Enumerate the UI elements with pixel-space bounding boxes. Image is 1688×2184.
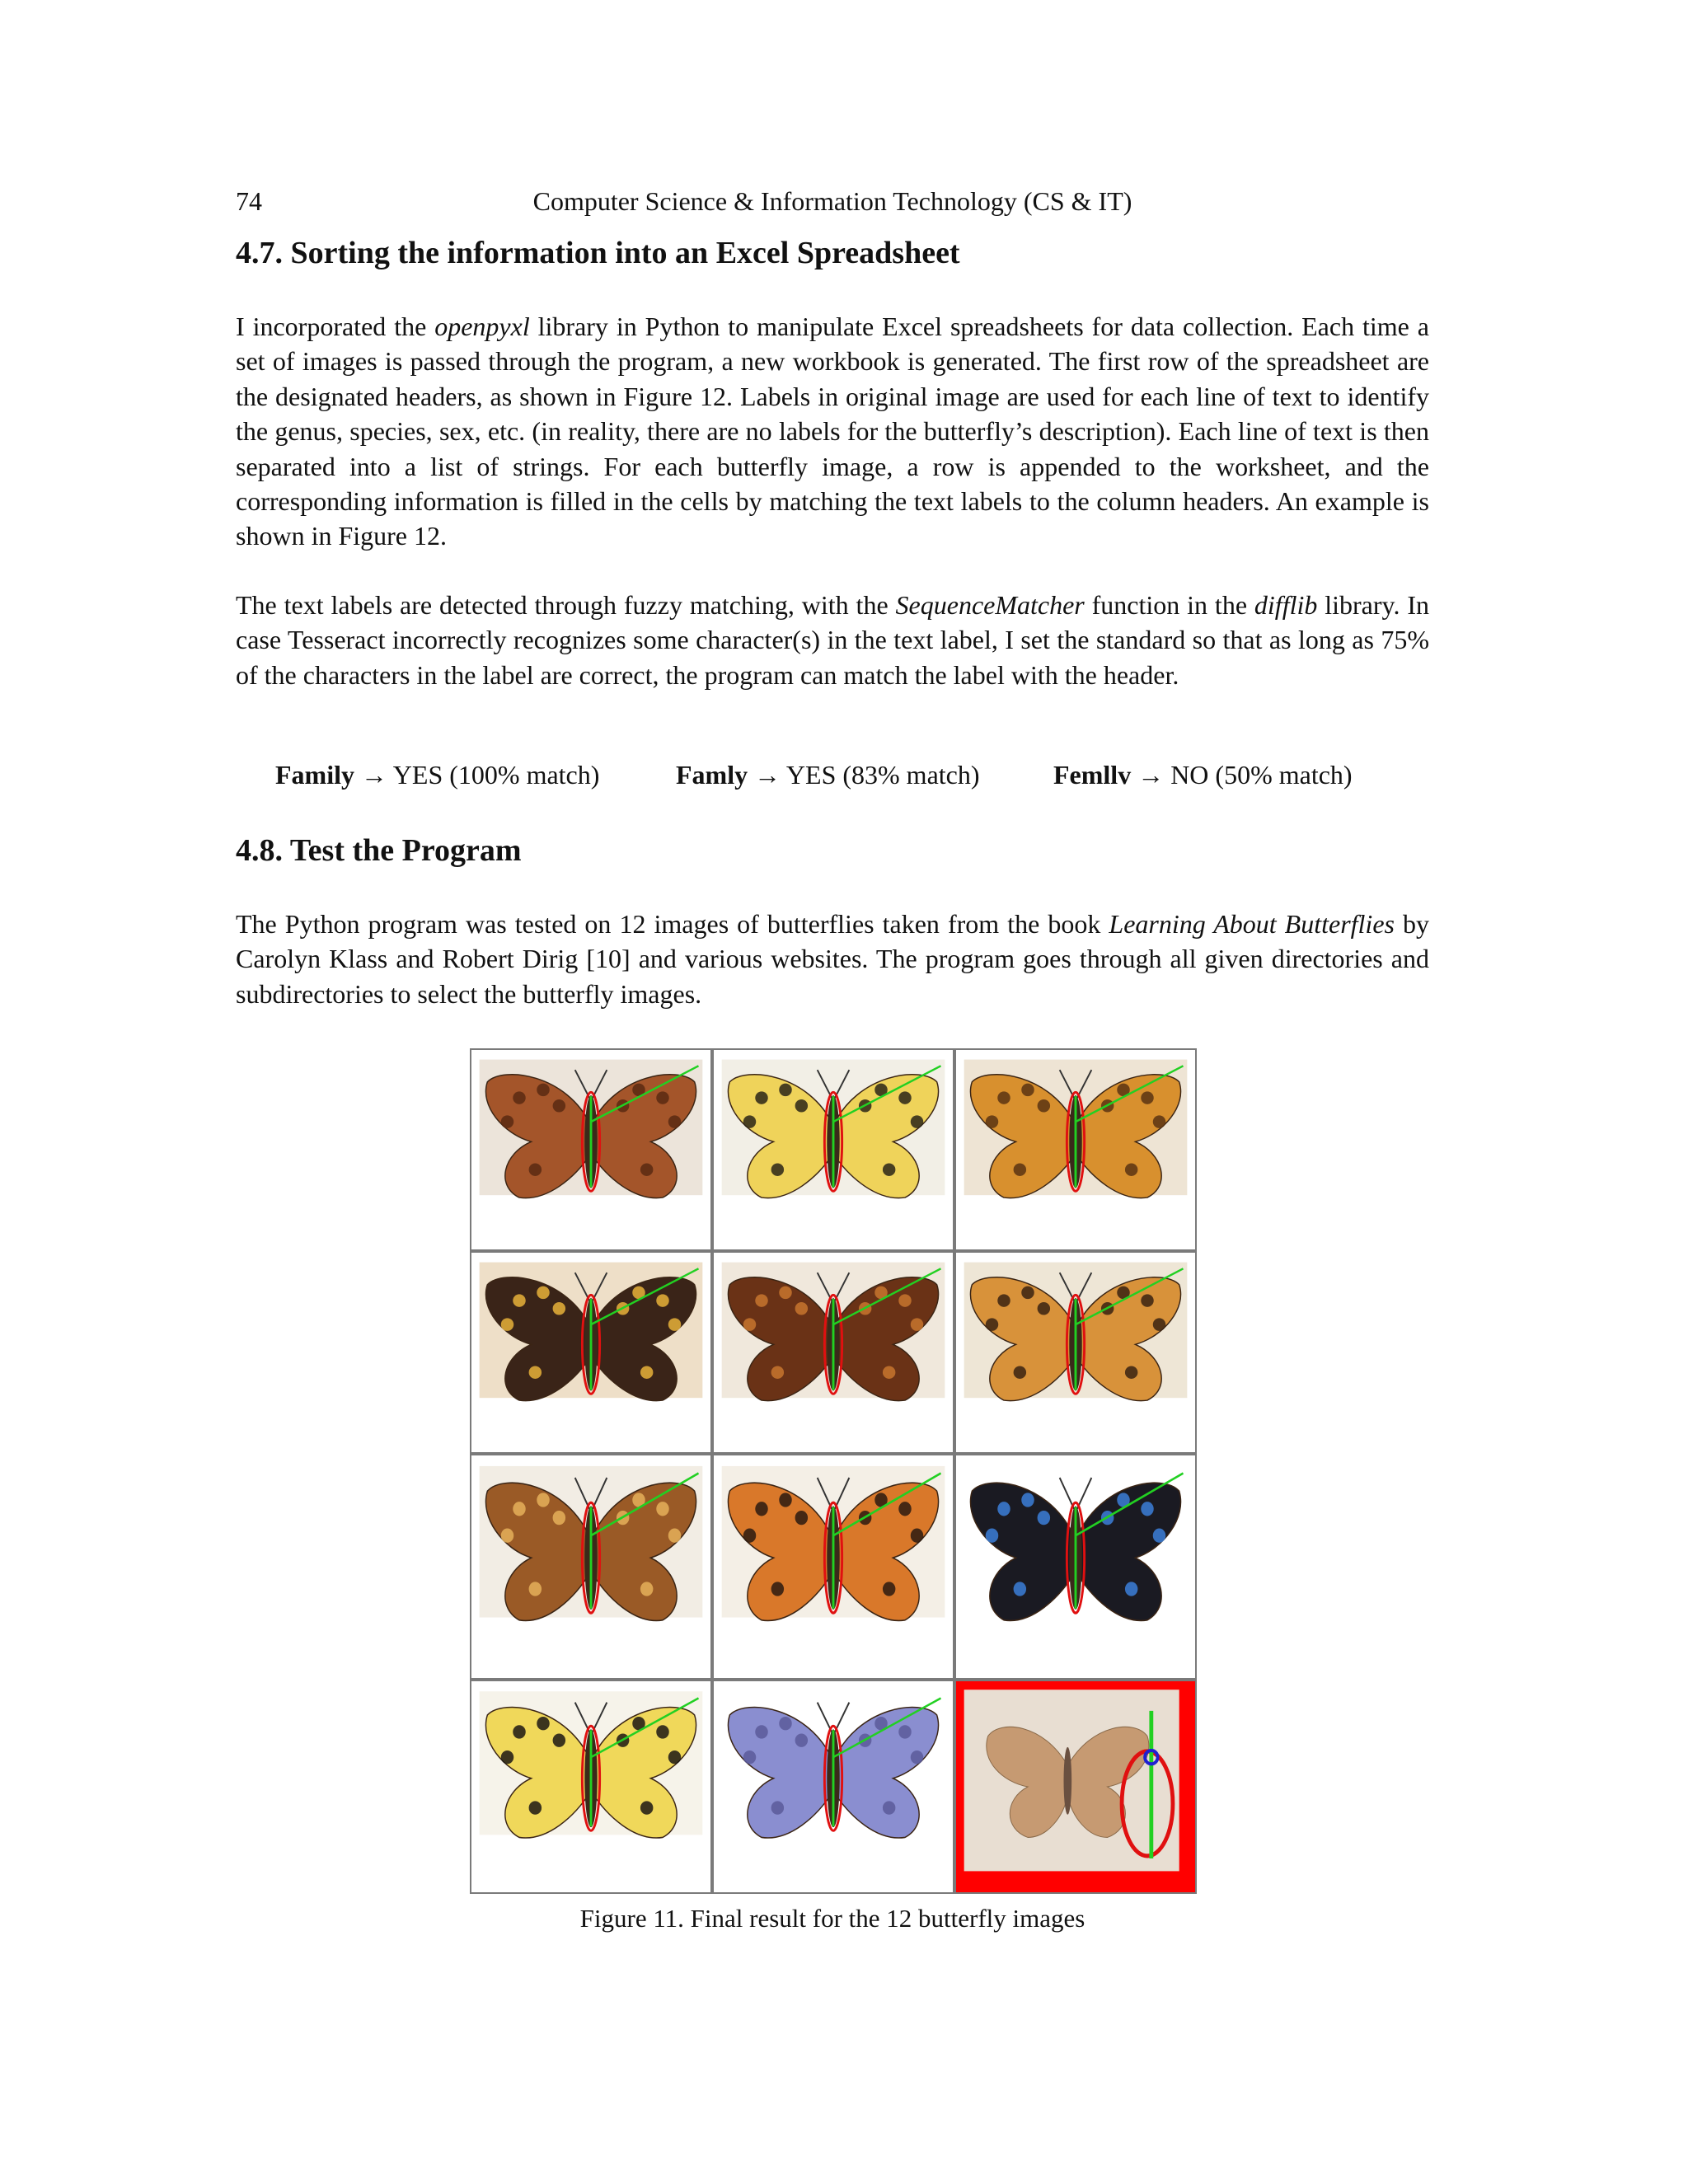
wing-spot [529,1163,542,1175]
butterfly-result-cell [712,1454,954,1680]
butterfly-image [714,1050,953,1249]
wing-spot [743,1529,756,1543]
wing-spot [795,1099,808,1112]
wing-spot [986,1529,998,1543]
wing-spot [795,1302,808,1315]
wing-spot [743,1318,756,1330]
butterfly-result-cell [470,1454,712,1680]
wing-spot [537,1493,549,1507]
wing-spot [795,1511,808,1525]
wing-spot [1038,1511,1050,1525]
section-heading-4-8: 4.8. Test the Program [236,833,522,868]
wing-spot [755,1725,767,1738]
butterfly-image [471,1681,710,1892]
wing-spot [640,1582,653,1596]
wing-spot [1014,1366,1026,1378]
wing-spot [537,1286,549,1299]
paragraph-fuzzy-matching: The text labels are detected through fuzzy matching, with the SequenceMatcher function in the difflib library. In case Tesseract incorrectly recognizes some character(s) in the text label, I set the standard so that as long as 75% of the characters in the label are correct, the program can match the label with the header. [236,590,1429,690]
paragraph-openpyxl: I incorporated the openpyxl library in Python to manipulate Excel spreadsheets for data collection. Each time a set of images is passed through the program, a new workbook is generated. The first row of the spreadsheet are the designated headers, as shown in Figure 12. Labels in original image are used for each line of text to identify the genus, species, sex, etc. (in reality, there are no labels for the butterfly’s description). Each line of text is then separated into a list of strings. For each butterfly image, a row is appended to the worksheet, and the corresponding information is filled in the cells by matching the text labels to the column headers. An example is shown in Figure 12. [236,312,1430,551]
wing-spot [1141,1502,1153,1516]
wing-spot [668,1750,681,1764]
wing-spot [779,1493,791,1507]
wing-spot [501,1750,513,1764]
butterfly-result-cell [712,1680,954,1894]
wing-spot [997,1502,1010,1516]
wing-spot [656,1294,668,1306]
wing-spot [779,1286,791,1299]
butterfly-image [956,1050,1195,1249]
wing-spot [553,1302,565,1315]
wing-spot [779,1084,791,1096]
wing-spot [986,1115,998,1127]
wing-spot [743,1750,756,1764]
wing-spot [501,1318,513,1330]
wing-spot [755,1091,767,1104]
match-example: Famly → YES (83% match) [676,760,980,790]
butterfly-image [714,1253,953,1452]
wing-spot [1021,1286,1034,1299]
wing-spot [513,1502,525,1516]
wing-spot [668,1318,681,1330]
butterfly-body [1064,1747,1072,1815]
wing-spot [898,1091,911,1104]
wing-spot [553,1733,565,1746]
butterfly-image [471,1050,710,1249]
wing-spot [640,1801,653,1814]
wing-spot [743,1115,756,1127]
wing-spot [640,1366,653,1378]
wing-spot [911,1318,923,1330]
wing-spot [883,1582,895,1596]
wing-spot [1014,1163,1026,1175]
butterfly-image [956,1455,1195,1678]
wing-spot [537,1717,549,1730]
wing-spot [986,1318,998,1330]
wing-spot [1141,1294,1153,1306]
butterfly-result-cell [470,1048,712,1251]
butterfly-result-cell [470,1251,712,1454]
journal-title: Computer Science & Information Technology (CS & IT) [532,186,1132,216]
wing-spot [1153,1529,1165,1543]
wing-spot [668,1115,681,1127]
wing-spot [513,1294,525,1306]
wing-spot [911,1115,923,1127]
running-header [236,186,1429,219]
butterfly-result-cell [712,1251,954,1454]
wing-spot [1125,1163,1137,1175]
wing-spot [553,1511,565,1525]
wing-spot [771,1801,784,1814]
wing-spot [1038,1302,1050,1315]
wing-spot [883,1801,895,1814]
wing-spot [755,1502,767,1516]
wing-spot [771,1366,784,1378]
butterfly-result-cell [954,1251,1197,1454]
wing-spot [1125,1582,1137,1596]
butterfly-result-cell-failed [954,1680,1197,1894]
butterfly-image [956,1681,1195,1892]
section-heading-4-7: 4.7. Sorting the information into an Excel Spreadsheet [236,236,960,270]
page-number: 74 [236,186,262,216]
wing-spot [898,1502,911,1516]
butterfly-image [956,1253,1195,1452]
butterfly-image [471,1455,710,1678]
wing-spot [513,1091,525,1104]
wing-spot [771,1163,784,1175]
wing-spot [779,1717,791,1730]
wing-spot [501,1529,513,1543]
butterfly-result-cell [954,1048,1197,1251]
wing-spot [537,1084,549,1096]
wing-spot [795,1733,808,1746]
wing-spot [1021,1084,1034,1096]
wing-spot [529,1801,542,1814]
wing-spot [771,1582,784,1596]
wing-spot [513,1725,525,1738]
wing-spot [1125,1366,1137,1378]
wing-spot [529,1366,542,1378]
wing-spot [911,1529,923,1543]
match-example: Family → YES (100% match) [275,760,600,790]
wing-spot [898,1725,911,1738]
match-example: Femllv → NO (50% match) [1053,760,1353,790]
wing-spot [501,1115,513,1127]
wing-spot [997,1091,1010,1104]
wing-spot [668,1529,681,1543]
butterfly-results-figure [470,1048,1198,1894]
butterfly-image [471,1253,710,1452]
wing-spot [911,1750,923,1764]
wing-spot [883,1163,895,1175]
wing-spot [656,1725,668,1738]
wing-spot [553,1099,565,1112]
butterfly-result-cell [470,1680,712,1894]
wing-spot [1021,1493,1034,1507]
butterfly-result-cell [712,1048,954,1251]
wing-spot [997,1294,1010,1306]
wing-spot [656,1091,668,1104]
wing-spot [529,1582,542,1596]
wing-spot [1038,1099,1050,1112]
butterfly-image [714,1455,953,1678]
wing-spot [640,1163,653,1175]
paragraph-test-program: The Python program was tested on 12 images of butterflies taken from the book Learning About Butterflies by Carolyn Klass and Robert Dirig [10] and various websites. The program goes through all given directories and subdirectories to select the butterfly images. [236,909,1430,1009]
wing-spot [1153,1115,1165,1127]
wing-spot [656,1502,668,1516]
butterfly-result-cell [954,1454,1197,1680]
wing-spot [755,1294,767,1306]
wing-spot [1141,1091,1153,1104]
figure-caption: Figure 11. Final result for the 12 butterfly images [579,1904,1085,1933]
butterfly-image [714,1681,953,1892]
wing-spot [898,1294,911,1306]
wing-spot [883,1366,895,1378]
wing-spot [1153,1318,1165,1330]
wing-spot [1014,1582,1026,1596]
